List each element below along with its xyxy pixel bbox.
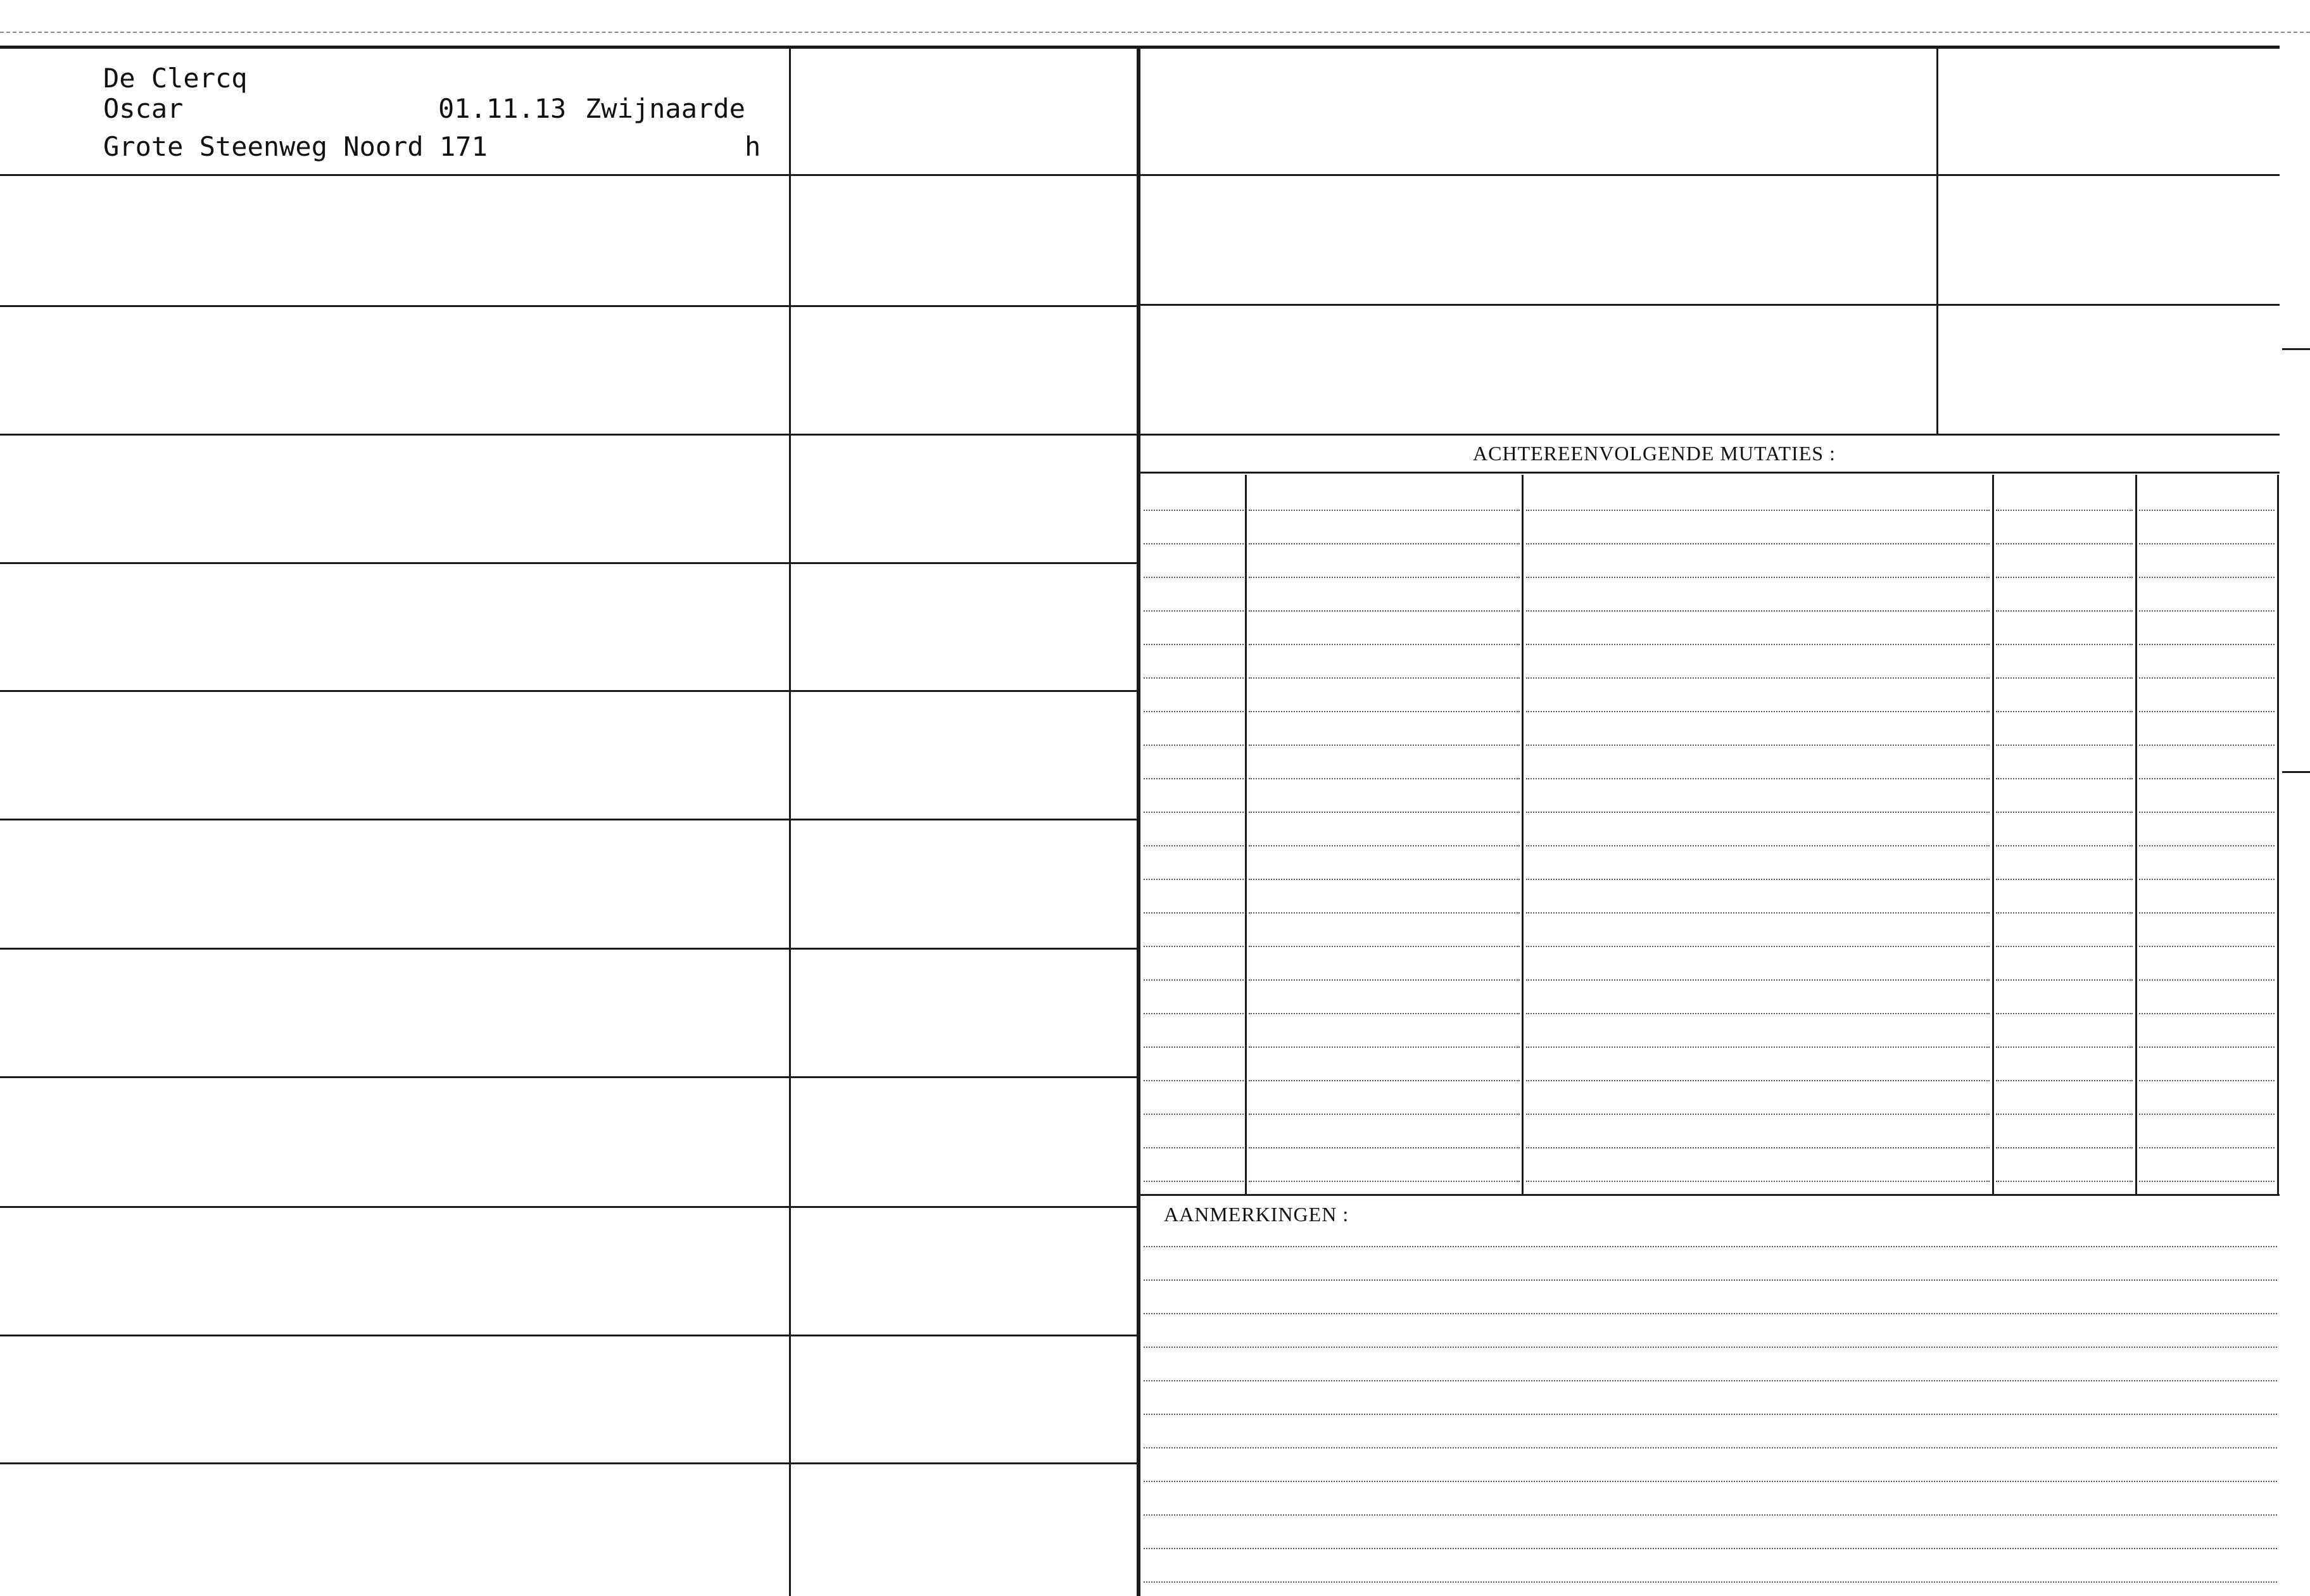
right-row-line	[1140, 434, 2280, 436]
mutations-rule	[2139, 610, 2275, 612]
address: Grote Steenweg Noord 171	[103, 131, 488, 162]
mutations-rule	[2139, 1080, 2275, 1081]
center-thick-divider	[1137, 47, 1140, 1596]
mutations-rule	[1996, 510, 2133, 511]
mutations-rule	[1526, 912, 1990, 914]
mutations-rule	[1996, 1181, 2133, 1182]
mutations-rule	[2139, 745, 2275, 746]
mutations-rule	[1526, 1046, 1990, 1048]
right-row-line	[1140, 304, 2280, 306]
remarks-rule	[1144, 1246, 2277, 1247]
mutations-rule	[1526, 1147, 1990, 1148]
mutations-rule	[1526, 711, 1990, 712]
mutations-rule	[1996, 912, 2133, 914]
mutations-rule	[1249, 711, 1520, 712]
mutations-rule	[1526, 510, 1990, 511]
mutations-rule	[1996, 677, 2133, 679]
mutations-rule	[1249, 845, 1520, 846]
row-line	[0, 1076, 1138, 1078]
row-line	[0, 434, 1138, 436]
mutations-rule	[1996, 1114, 2133, 1115]
mutations-rule	[1996, 543, 2133, 544]
birth-date: 01.11.13	[438, 93, 567, 124]
birth-place: Zwijnaarde	[585, 93, 745, 124]
mutations-rule	[2139, 778, 2275, 779]
mutations-rule	[1526, 879, 1990, 880]
mutations-rule	[1144, 1046, 1244, 1048]
mutations-rule	[1249, 1181, 1520, 1182]
mutations-rule	[1249, 644, 1520, 645]
remarks-rule	[1144, 1279, 2277, 1281]
mutations-rule	[1144, 677, 1244, 679]
edge-tick	[2282, 348, 2310, 350]
right-top-divider	[1936, 47, 1938, 434]
mutations-rule	[1249, 912, 1520, 914]
mutations-rule	[2139, 677, 2275, 679]
row-line	[0, 562, 1138, 564]
mutations-rule	[1526, 812, 1990, 813]
mutations-rule	[1526, 677, 1990, 679]
mutations-rule	[1144, 1114, 1244, 1115]
mutations-rule	[1996, 711, 2133, 712]
mutations-rule	[2139, 845, 2275, 846]
row-line	[0, 690, 1138, 692]
mutations-rule	[2139, 543, 2275, 544]
mutations-rule	[1249, 1114, 1520, 1115]
remarks-rule	[1144, 1447, 2277, 1448]
mutations-rule	[1996, 577, 2133, 578]
row-line	[0, 1335, 1138, 1336]
surname: De Clercq	[103, 63, 248, 94]
mutations-rule	[1249, 812, 1520, 813]
mutations-rule	[1144, 745, 1244, 746]
mutations-rule	[1526, 979, 1990, 981]
mutations-rule	[1526, 946, 1990, 947]
mutations-rule	[1144, 644, 1244, 645]
mutations-rule	[1249, 979, 1520, 981]
mutations-rule	[2139, 1013, 2275, 1014]
mutations-rule	[1249, 510, 1520, 511]
mutations-rule	[1526, 577, 1990, 578]
mutations-rule	[1996, 845, 2133, 846]
mutations-rule	[1144, 543, 1244, 544]
mutations-rule	[1996, 879, 2133, 880]
mutations-col-divider	[1245, 475, 1247, 1194]
mutations-rule	[1249, 745, 1520, 746]
remarks-rule	[1144, 1414, 2277, 1415]
mutations-rule	[2139, 1114, 2275, 1115]
mutations-rule	[1249, 946, 1520, 947]
mutations-rule	[2139, 1147, 2275, 1148]
remarks-rule	[1144, 1380, 2277, 1381]
mutations-rule	[1996, 1147, 2133, 1148]
mutations-rule	[1144, 845, 1244, 846]
mutations-rule	[1144, 946, 1244, 947]
mutations-header-rule	[1140, 472, 2280, 474]
mutations-rule	[1144, 879, 1244, 880]
mutations-rule	[2139, 879, 2275, 880]
left-column-divider	[789, 47, 791, 1596]
mutations-rule	[1144, 1080, 1244, 1081]
mutations-rule	[1526, 845, 1990, 846]
mutations-rule	[1996, 1080, 2133, 1081]
mark: h	[745, 131, 761, 162]
mutations-rule	[1526, 610, 1990, 612]
mutations-rule	[2139, 711, 2275, 712]
edge-tick	[2282, 771, 2310, 773]
mutations-rule	[2139, 812, 2275, 813]
mutations-rule	[1249, 677, 1520, 679]
mutations-rule	[1144, 577, 1244, 578]
row-line	[0, 948, 1138, 950]
mutations-rule	[1249, 577, 1520, 578]
mutations-rule	[1144, 1181, 1244, 1182]
mutations-rule	[1144, 912, 1244, 914]
mutations-rule	[1996, 745, 2133, 746]
mutations-rule	[1144, 711, 1244, 712]
row-line	[0, 1462, 1138, 1464]
mutations-bottom-rule	[1140, 1194, 2280, 1196]
row-line	[0, 819, 1138, 820]
mutations-rule	[1996, 812, 2133, 813]
remarks-rule	[1144, 1581, 2277, 1583]
mutations-rule	[1249, 778, 1520, 779]
first-name: Oscar	[103, 93, 184, 124]
mutations-rule	[2139, 1046, 2275, 1048]
mutations-rule	[1144, 510, 1244, 511]
remarks-title: AANMERKINGEN :	[1164, 1203, 1349, 1226]
remarks-rule	[1144, 1481, 2277, 1482]
mutations-rule	[1526, 644, 1990, 645]
mutations-rule	[1249, 1013, 1520, 1014]
mutations-rule	[1996, 644, 2133, 645]
remarks-rule	[1144, 1548, 2277, 1549]
mutations-rule	[1144, 610, 1244, 612]
mutations-rule	[1249, 1080, 1520, 1081]
top-edge-line	[0, 32, 2310, 33]
mutations-rule	[1249, 879, 1520, 880]
mutations-rule	[1526, 1181, 1990, 1182]
mutations-col-divider	[1522, 475, 1524, 1194]
right-row-line	[1140, 174, 2280, 176]
mutations-rule	[1526, 778, 1990, 779]
mutations-rule	[2139, 912, 2275, 914]
mutations-rule	[1526, 1080, 1990, 1081]
mutations-rule	[1249, 1046, 1520, 1048]
remarks-rule	[1144, 1313, 2277, 1314]
remarks-rule	[1144, 1514, 2277, 1516]
mutations-rule	[1526, 1114, 1990, 1115]
mutations-rule	[1996, 979, 2133, 981]
mutations-rule	[1249, 610, 1520, 612]
mutations-rule	[2139, 510, 2275, 511]
mutations-col-divider	[1992, 475, 1994, 1194]
mutations-rule	[2139, 1181, 2275, 1182]
mutations-rule	[1144, 778, 1244, 779]
mutations-rule	[1526, 543, 1990, 544]
mutations-rule	[1996, 778, 2133, 779]
mutations-rule	[1996, 1046, 2133, 1048]
mutations-rule	[2139, 946, 2275, 947]
mutations-rule	[1249, 543, 1520, 544]
mutations-right-edge	[2277, 475, 2279, 1194]
mutations-rule	[1249, 1147, 1520, 1148]
mutations-rule	[1144, 1013, 1244, 1014]
mutations-rule	[1996, 946, 2133, 947]
mutations-rule	[1526, 745, 1990, 746]
row-line	[0, 1206, 1138, 1208]
mutations-rule	[2139, 644, 2275, 645]
mutations-rule	[2139, 979, 2275, 981]
mutations-col-divider	[2135, 475, 2137, 1194]
mutations-rule	[1526, 1013, 1990, 1014]
mutations-rule	[1144, 979, 1244, 981]
remarks-rule	[1144, 1347, 2277, 1348]
mutations-rule	[1144, 812, 1244, 813]
mutations-rule	[2139, 577, 2275, 578]
mutations-rule	[1996, 610, 2133, 612]
row-line	[0, 174, 1138, 176]
mutations-title: ACHTEREENVOLGENDE MUTATIES :	[1473, 442, 1836, 465]
mutations-rule	[1996, 1013, 2133, 1014]
row-line	[0, 305, 1138, 307]
mutations-rule	[1144, 1147, 1244, 1148]
